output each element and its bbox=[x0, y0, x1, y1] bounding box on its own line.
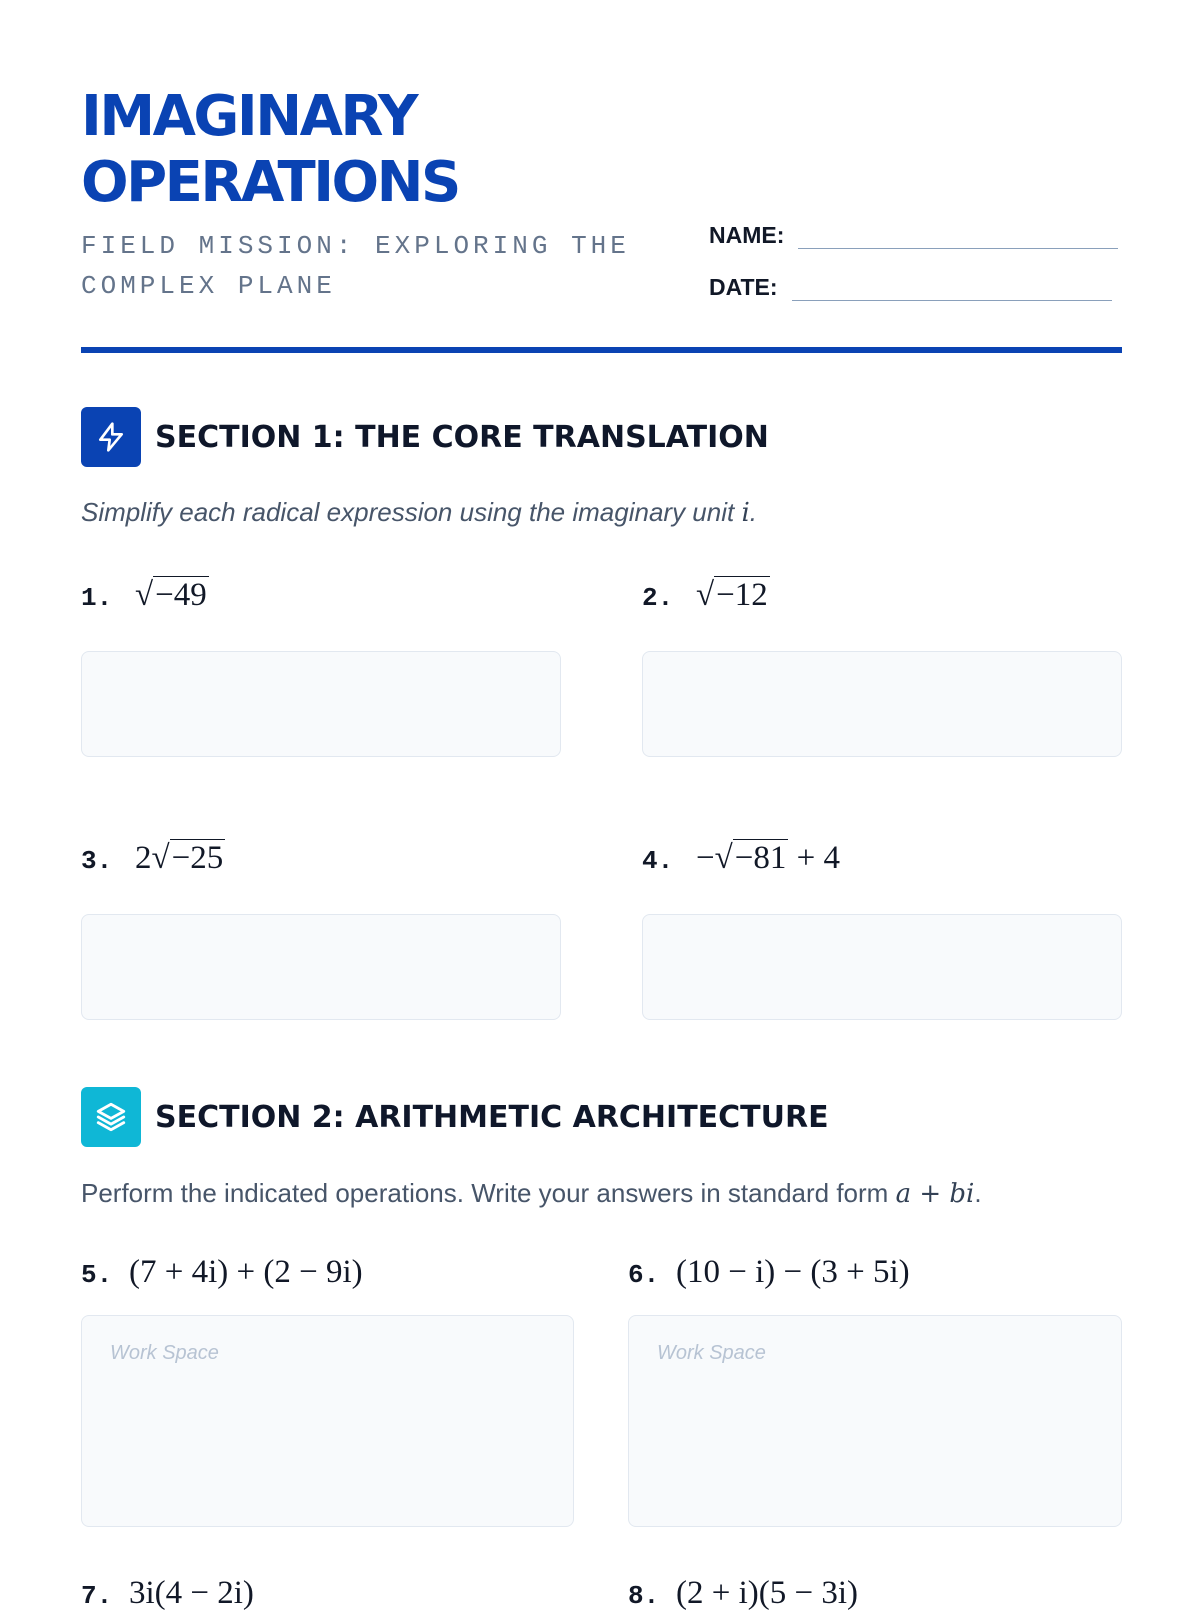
problem-number: 3. bbox=[81, 846, 113, 876]
name-line[interactable] bbox=[798, 218, 1118, 249]
problem-number: 5. bbox=[81, 1260, 113, 1290]
date-line[interactable] bbox=[792, 270, 1112, 301]
instruction-end: . bbox=[749, 497, 758, 527]
section-2-title: SECTION 2: ARITHMETIC ARCHITECTURE bbox=[155, 1099, 829, 1135]
radicand: −12 bbox=[716, 577, 768, 613]
section-1-header bbox=[81, 407, 769, 467]
worksheet-page bbox=[81, 0, 1122, 1611]
answer-box-3[interactable] bbox=[81, 914, 561, 1020]
problem-5 bbox=[81, 1254, 363, 1291]
radical: √−12 bbox=[696, 577, 768, 613]
expression-tail: + 4 bbox=[788, 840, 840, 876]
page-subtitle: FIELD MISSION: EXPLORING THE COMPLEX PLANE bbox=[81, 231, 630, 301]
workspace-label: Work Space bbox=[657, 1342, 766, 1364]
problem-4 bbox=[642, 840, 840, 877]
problem-number: 8. bbox=[628, 1581, 660, 1611]
answer-box-4[interactable] bbox=[642, 914, 1122, 1020]
radical: √−49 bbox=[135, 577, 207, 613]
problem-8 bbox=[628, 1575, 858, 1612]
problem-number: 2. bbox=[642, 583, 674, 613]
section-1-title: SECTION 1: THE CORE TRANSLATION bbox=[155, 419, 769, 455]
problem-expression bbox=[696, 840, 840, 877]
problem-expression bbox=[135, 840, 225, 877]
radical: √−25 bbox=[151, 840, 224, 876]
problem-6 bbox=[628, 1254, 910, 1291]
section-2-instruction bbox=[81, 1178, 982, 1209]
problem-2 bbox=[642, 577, 770, 614]
instruction-text: Perform the indicated operations. Write your answers in standard form bbox=[81, 1178, 889, 1208]
instruction-text: Simplify each radical expression using the imaginary unit bbox=[81, 497, 735, 527]
section-2-header bbox=[81, 1087, 829, 1147]
problem-number: 1. bbox=[81, 583, 113, 613]
name-field[interactable] bbox=[709, 218, 1118, 249]
problem-expression bbox=[135, 577, 209, 614]
problem-expression bbox=[696, 577, 770, 614]
answer-box-2[interactable] bbox=[642, 651, 1122, 757]
radicand: −49 bbox=[155, 577, 207, 613]
problem-expression: (7 + 4i) + (2 − 9i) bbox=[129, 1254, 363, 1290]
instruction-var: a + bi bbox=[895, 1179, 975, 1209]
problem-expression: 3i(4 − 2i) bbox=[129, 1575, 254, 1611]
problem-number: 6. bbox=[628, 1260, 660, 1290]
section-1-instruction bbox=[81, 497, 757, 528]
coefficient: 2 bbox=[135, 840, 152, 876]
date-label: DATE: bbox=[709, 274, 778, 300]
layers-stack-icon bbox=[81, 1087, 141, 1147]
coefficient: − bbox=[696, 840, 715, 876]
page-title bbox=[81, 84, 459, 216]
lightning-bolt-icon bbox=[81, 407, 141, 467]
problem-3 bbox=[81, 840, 225, 877]
workspace-box-6[interactable] bbox=[628, 1315, 1122, 1527]
radical: √−81 bbox=[714, 840, 787, 876]
title-line-1: IMAGINARY bbox=[81, 84, 417, 149]
instruction-end: . bbox=[974, 1178, 982, 1208]
workspace-box-5[interactable] bbox=[81, 1315, 574, 1527]
problem-expression: (10 − i) − (3 + 5i) bbox=[676, 1254, 910, 1290]
problem-number: 7. bbox=[81, 1581, 113, 1611]
instruction-var: i bbox=[741, 498, 750, 528]
header-divider bbox=[81, 347, 1122, 353]
title-line-2: OPERATIONS bbox=[81, 150, 459, 215]
problem-expression: (2 + i)(5 − 3i) bbox=[676, 1575, 859, 1611]
date-field[interactable] bbox=[709, 270, 1112, 301]
problem-number: 4. bbox=[642, 846, 674, 876]
answer-box-1[interactable] bbox=[81, 651, 561, 757]
problem-1 bbox=[81, 577, 209, 614]
name-label: NAME: bbox=[709, 222, 785, 248]
workspace-label: Work Space bbox=[110, 1342, 219, 1364]
problem-7 bbox=[81, 1575, 254, 1612]
radicand: −81 bbox=[734, 840, 787, 876]
radicand: −25 bbox=[171, 840, 224, 876]
